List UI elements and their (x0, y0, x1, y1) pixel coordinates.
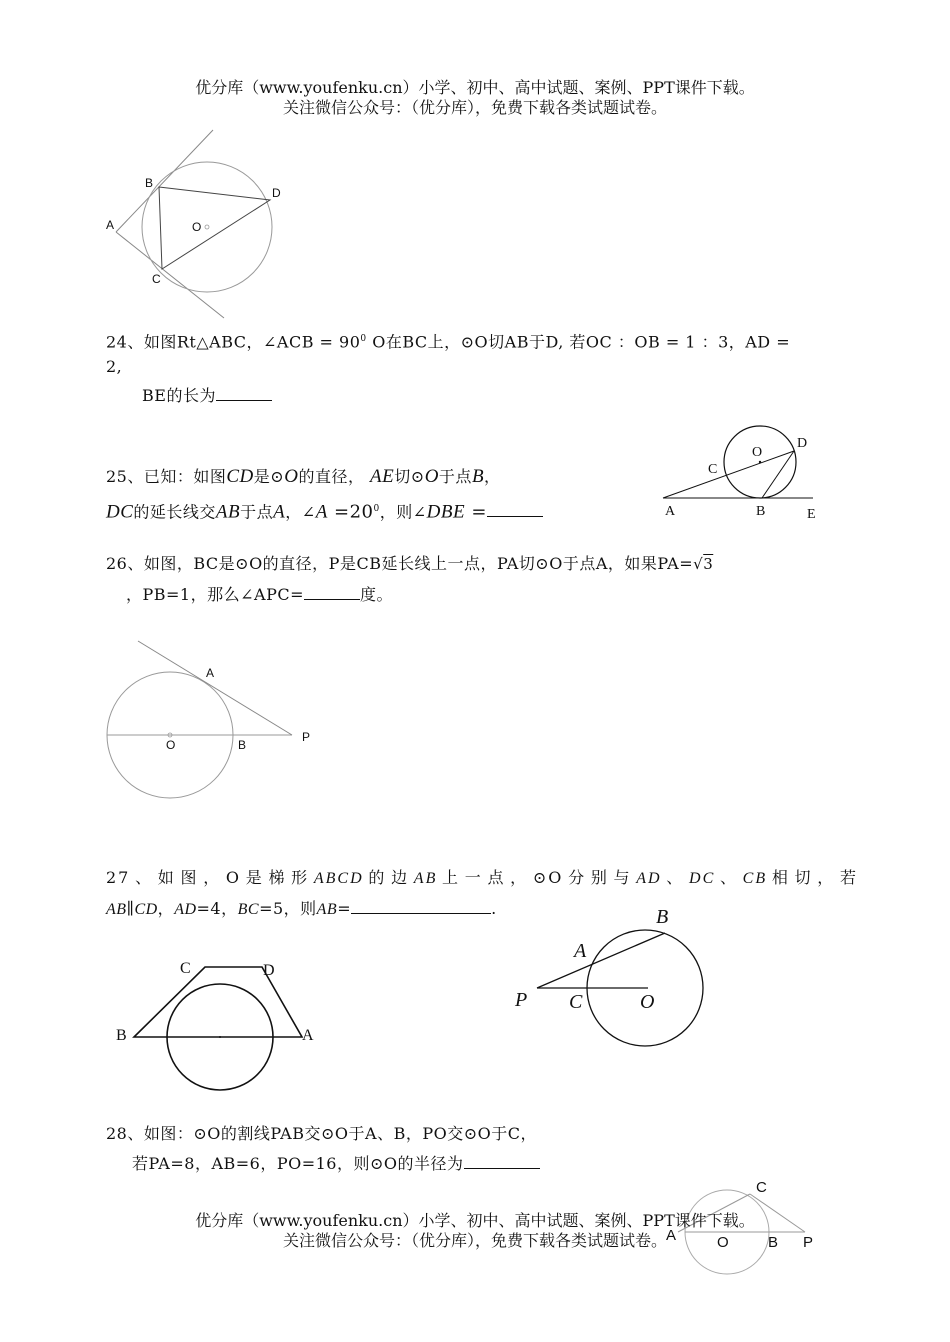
label-b: B (116, 1027, 127, 1044)
figure-26 (100, 635, 330, 810)
q25-angle-a: A (315, 501, 328, 523)
q28-line-1: 28、如图：⊙O的割线PAB交⊙O于A、B，PO交⊙O于C， (106, 1124, 537, 1143)
q27-ab-2: AB (106, 901, 127, 918)
label-a: A (106, 218, 115, 232)
figure-25 (655, 425, 825, 525)
q25-superscript: 0 (373, 504, 380, 514)
figure-27-secant (510, 905, 720, 1055)
label-a: A (665, 504, 676, 519)
q24-text-c: BE的长为 (142, 386, 216, 405)
label-a: A (666, 1227, 677, 1244)
q27-text-e: 、 (715, 868, 743, 887)
q27-ab: AB (413, 870, 438, 887)
q25-line-1 (106, 466, 501, 488)
center-o (205, 225, 209, 229)
q25-text-c: 的直径， (298, 467, 365, 486)
footer-line-1: 优分库（www.youfenku.cn）小学、初中、高中试题、案例、PPT课件下载。 (195, 1211, 755, 1230)
q25-answer-blank[interactable] (487, 500, 543, 517)
label-o: O (192, 220, 202, 234)
label-p: P (515, 989, 528, 1011)
q27-dc: DC (689, 870, 716, 887)
label-b: B (145, 176, 154, 190)
q27-line-2 (106, 897, 497, 921)
secant-line-ad (663, 451, 794, 498)
tangent-line-ac (116, 232, 224, 318)
secant-line-pab (537, 933, 665, 988)
q27-text-k: = (337, 899, 352, 918)
q24-line-1 (106, 328, 790, 353)
q27-cd: CD (134, 901, 158, 918)
q27-abcd: ABCD (313, 870, 364, 887)
q25-o: O (284, 466, 299, 487)
q27-text-b: 的边 (363, 868, 414, 887)
q26-line-1: 26、如图，BC是⊙O的直径，P是CB延长线上一点，PA切⊙O于点A，如果PA=√3 (106, 554, 714, 573)
q26-sqrt-value: 3 (703, 555, 714, 573)
label-a: A (574, 940, 587, 962)
q27-ad-2: AD (174, 901, 197, 918)
label-c: C (180, 960, 191, 977)
q28-answer-blank[interactable] (464, 1152, 540, 1169)
q25-text-e: 于点 (438, 467, 472, 486)
label-b: B (238, 738, 247, 752)
label-p: P (302, 730, 311, 744)
label-b: B (656, 906, 669, 928)
tangent-line-ab (116, 130, 213, 232)
q27-text-h: ， (157, 899, 175, 918)
tangent-line-pa (138, 641, 292, 735)
q26-text-a: 26、如图，BC是⊙O的直径，P是CB延长线上一点，PA切⊙O于点A，如果PA= (106, 554, 694, 573)
q27-text-f: 相切，若 (767, 868, 858, 887)
q25-ae: AE (370, 466, 395, 487)
q25-text-k: ，则∠ (379, 502, 427, 522)
q25-text-i: ，∠ (285, 502, 316, 522)
q25-cd: CD (226, 466, 254, 487)
q25-text-g: 的延长线交 (133, 502, 216, 522)
center-o (759, 461, 761, 463)
q27-parallel: ∥ (126, 899, 135, 918)
q27-answer-blank[interactable] (351, 897, 491, 914)
figure-27-trapezoid (110, 955, 330, 1095)
q27-text-end: . (491, 899, 497, 918)
q27-text-d: 、 (661, 868, 690, 887)
circle-o (142, 162, 272, 292)
q27-text-a: 27、如图，O是梯形 (106, 868, 314, 887)
trapezoid-abcd (134, 967, 302, 1037)
q25-text-j: =20 (327, 501, 374, 523)
q24-text-a: 24、如图Rt△ABC，∠ACB = 90 (106, 332, 361, 352)
label-c: C (708, 462, 718, 477)
footer-line-2: 关注微信公众号：（优分库），免费下载各类试题试卷。 (282, 1231, 667, 1250)
q24-superscript: 0 (360, 334, 367, 344)
q28-line-2 (132, 1152, 540, 1175)
label-c: C (569, 991, 583, 1013)
q25-dbe: DBE (426, 501, 466, 523)
q24-line-3 (142, 384, 272, 407)
label-o: O (640, 991, 655, 1013)
q26-line-2 (126, 583, 393, 606)
q24-line-2: 2, (106, 357, 123, 376)
center-o (219, 1036, 221, 1038)
label-e: E (807, 507, 816, 522)
q25-line-2 (106, 498, 543, 523)
q28-text-a: 若PA=8，AB=6，PO=16，则⊙O的半径为 (132, 1154, 464, 1173)
triangle-bcd (159, 187, 270, 269)
q25-text-a: 25、已知：如图 (106, 467, 227, 486)
q27-text-i: =4， (196, 899, 238, 918)
q25-text-h: 于点 (240, 502, 274, 522)
label-o: O (752, 445, 763, 460)
label-c: C (152, 272, 161, 286)
q26-text-c: 度。 (360, 585, 394, 604)
label-p: P (803, 1234, 814, 1251)
chord-bd (762, 451, 794, 498)
q26-answer-blank[interactable] (304, 583, 360, 600)
label-c: C (756, 1179, 767, 1196)
q27-ad: AD (636, 870, 662, 887)
label-a: A (206, 666, 215, 680)
label-a: A (302, 1027, 314, 1044)
q27-bc: BC (237, 901, 260, 918)
q25-a: A (273, 501, 286, 523)
q24-text-b: O在BC上，⊙O切AB于D, 若OC ：OB = 1 ：3，AD = (366, 332, 791, 352)
header-line-1: 优分库（www.youfenku.cn）小学、初中、高中试题、案例、PPT课件下载。 (195, 78, 755, 97)
q27-text-c: 上一点，⊙O分别与 (437, 868, 637, 887)
label-d: D (263, 962, 275, 979)
label-o: O (166, 738, 176, 752)
label-d: D (797, 436, 808, 451)
q25-ab: AB (215, 501, 241, 523)
label-b: B (768, 1234, 779, 1251)
q25-text-l: = (465, 501, 487, 523)
header-line-2: 关注微信公众号：（优分库），免费下载各类试题试卷。 (282, 98, 667, 117)
q25-o-2: O (424, 466, 439, 487)
q25-text-d: 切⊙ (394, 467, 425, 486)
label-o: O (717, 1234, 729, 1251)
q25-b: B (471, 466, 485, 487)
label-b: B (756, 504, 766, 519)
q26-text-b: ，PB=1，那么∠APC= (126, 585, 304, 604)
q27-ab-3: AB (316, 901, 338, 918)
q27-cb: CB (742, 870, 768, 887)
q27-line-1 (106, 867, 858, 890)
q25-dc: DC (106, 501, 134, 523)
q24-answer-blank[interactable] (216, 384, 272, 401)
label-d: D (272, 186, 281, 200)
q25-text-f: ， (484, 467, 501, 486)
q27-text-j: =5，则 (259, 899, 317, 918)
figure-tangent-triangle (100, 125, 300, 325)
q25-text-b: 是⊙ (253, 467, 285, 486)
